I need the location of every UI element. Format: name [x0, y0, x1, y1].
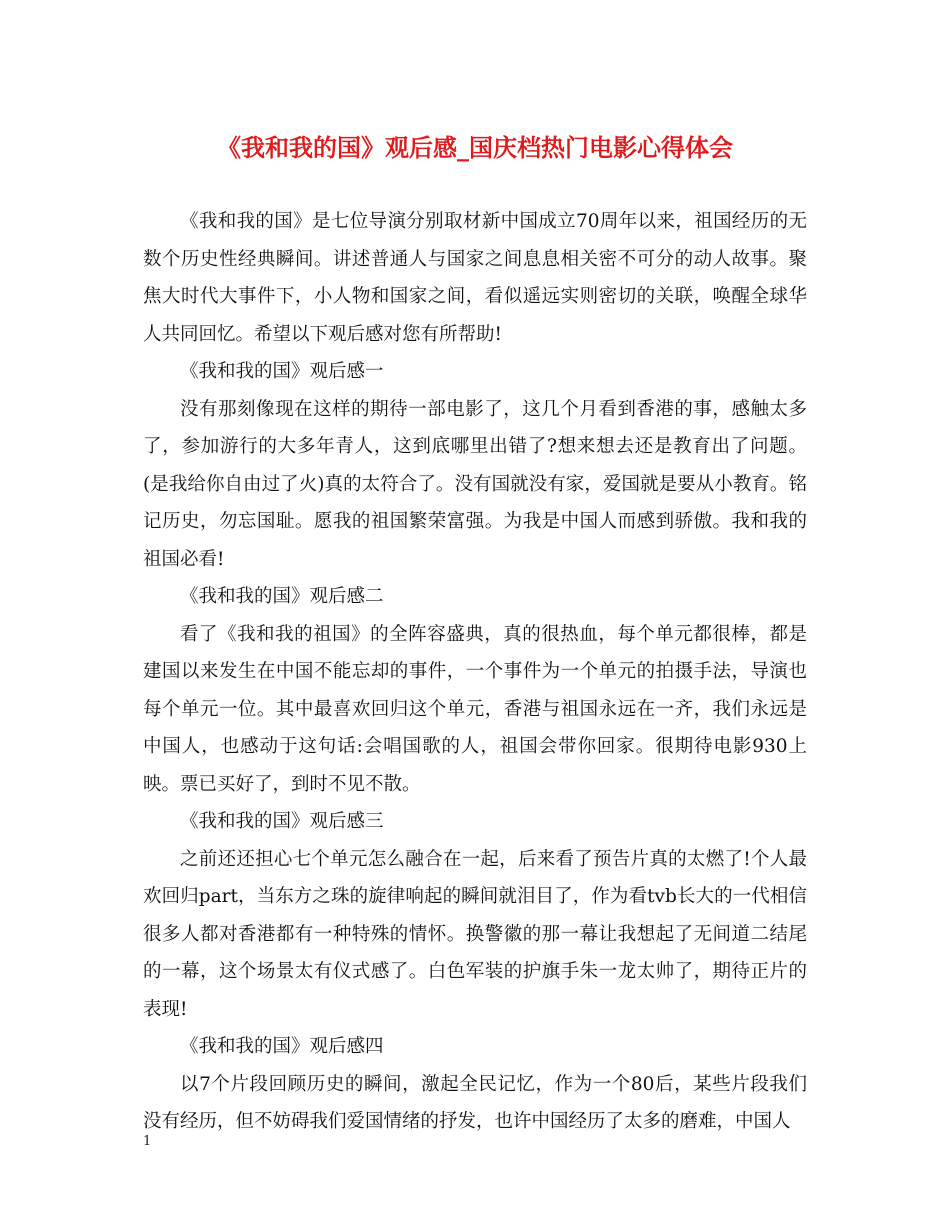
section-heading-1: 《我和我的国》观后感一: [180, 361, 384, 382]
section-paragraph-2: 看了《我和我的祖国》的全阵容盛典，真的很热血，每个单元都很棒，都是建国以来发生在中国不能忘却的事件，一个事件为一个单元的拍摄手法，导演也每个单元一位。其中最喜欢回归这个单元，香港与祖国永远在一齐，我们永远是中国人，也感动于这句话:会唱国歌的人，祖国会带你回家。很期待电影930上映。票已买好了，到时不见不散。: [143, 623, 807, 795]
document-title: 《我和我的国》观后感_国庆档热门电影心得体会: [217, 133, 733, 162]
document-body: [143, 203, 807, 1141]
section-heading-4: 《我和我的国》观后感四: [180, 1036, 384, 1057]
section-heading-2: 《我和我的国》观后感二: [180, 586, 384, 607]
section-paragraph-4: 以7个片段回顾历史的瞬间，激起全民记忆，作为一个80后，某些片段我们没有经历，但不妨碍我们爱国情绪的抒发，也许中国经历了太多的磨难，中国人: [143, 1073, 807, 1132]
intro-paragraph: 《我和我的国》是七位导演分别取材新中国成立70周年以来，祖国经历的无数个历史性经典瞬间。讲述普通人与国家之间息息相关密不可分的动人故事。聚焦大时代大事件下，小人物和国家之间，看似遥远实则密切的关联，唤醒全球华人共同回忆。希望以下观后感对您有所帮助!: [143, 211, 807, 345]
section-paragraph-1: 没有那刻像现在这样的期待一部电影了，这几个月看到香港的事，感触太多了，参加游行的大多年青人，这到底哪里出错了?想来想去还是教育出了问题。(是我给你自由过了火)真的太符合了。没有国就没有家，爱国就是要从小教育。铭记历史，勿忘国耻。愿我的祖国繁荣富强。为我是中国人而感到骄傲。我和我的祖国必看!: [143, 398, 807, 570]
section-heading-3: 《我和我的国》观后感三: [180, 811, 384, 832]
page-number: 1: [143, 1134, 152, 1149]
section-paragraph-3: 之前还还担心七个单元怎么融合在一起，后来看了预告片真的太燃了!个人最欢回归part，当东方之珠的旋律响起的瞬间就泪目了，作为看tvb长大的一代相信很多人都对香港都有一种特殊的情怀。换警徽的那一幕让我想起了无间道二结尾的一幕，这个场景太有仪式感了。白色军装的护旗手朱一龙太帅了，期待正片的表现!: [143, 848, 807, 1020]
